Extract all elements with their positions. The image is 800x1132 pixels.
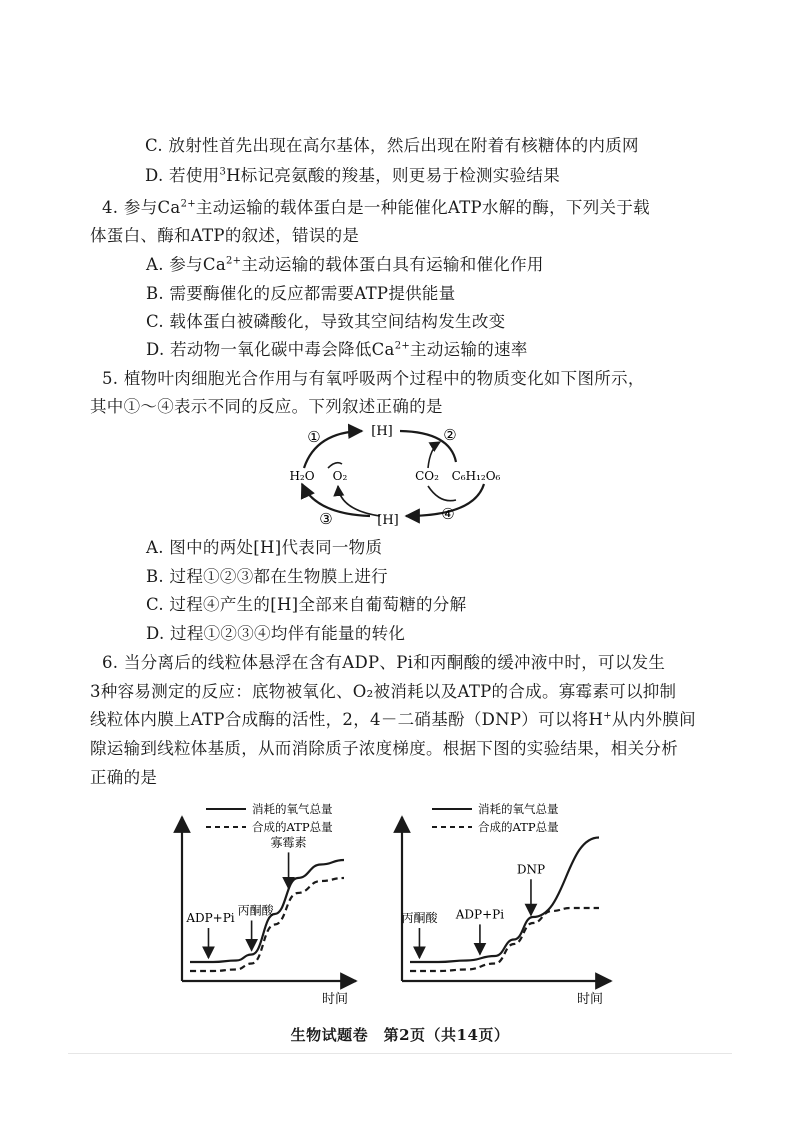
annotation-label: ADP+Pi bbox=[186, 911, 235, 925]
label-3: ③ bbox=[319, 510, 333, 528]
q5-stem-line2: 其中①～④表示不同的反应。下列叙述正确的是 bbox=[90, 397, 443, 416]
annotation-label: DNP bbox=[516, 862, 546, 877]
q4-option-b: B. 需要酶催化的反应都需要ATP提供能量 bbox=[146, 284, 456, 303]
annotation-label: 丙酮酸 bbox=[401, 911, 438, 925]
q5-option-a: A. 图中的两处[H]代表同一物质 bbox=[146, 538, 383, 557]
q3-option-c: C. 放射性首先出现在高尔基体，然后出现在附着有核糖体的内质网 bbox=[145, 136, 639, 155]
chart-right bbox=[390, 795, 620, 1015]
legend-label: 合成的ATP总量 bbox=[478, 820, 559, 834]
annotation-label: 丙酮酸 bbox=[237, 903, 274, 918]
series-line bbox=[410, 838, 599, 963]
q6-stem-line5: 正确的是 bbox=[90, 768, 158, 787]
q6-stem-line4: 隙运输到线粒体基质，从而消除质子浓度梯度。根据下图的实验结果，相关分析 bbox=[90, 739, 678, 758]
x-axis-label: 时间 bbox=[577, 992, 604, 1007]
label-1: ① bbox=[307, 428, 321, 446]
legend-label: 消耗的氧气总量 bbox=[478, 802, 559, 816]
q4-stem-line2: 体蛋白、酶和ATP的叙述，错误的是 bbox=[90, 226, 360, 245]
label-2: ② bbox=[443, 426, 457, 444]
arrow-3-from-o2 bbox=[338, 486, 380, 516]
arrow-4-from-co2 bbox=[428, 486, 456, 501]
q5-reaction-diagram bbox=[280, 418, 520, 536]
annotation-label: 寡霉素 bbox=[270, 835, 307, 850]
q6-stem-line1: 6. 当分离后的线粒体悬浮在含有ADP、Pi和丙酮酸的缓冲液中时，可以发生 bbox=[102, 653, 666, 672]
arrow-1-inner bbox=[328, 463, 342, 468]
h2o-label: H₂O bbox=[289, 469, 315, 483]
q3-option-d: D. 若使用$^3$H标记亮氨酸的羧基，则更易于检测实验结果 bbox=[145, 166, 560, 185]
q5-option-c: C. 过程④产生的[H]全部来自葡萄糖的分解 bbox=[146, 595, 467, 614]
footer-divider bbox=[68, 1053, 732, 1054]
q4-stem-line1: 4. 参与$Ca^{2+}$主动运输的载体蛋白是一种能催化ATP水解的酶，下列关于载 bbox=[102, 198, 650, 217]
q5-stem-line1: 5. 植物叶肉细胞光合作用与有氧呼吸两个过程中的物质变化如下图所示， bbox=[102, 369, 645, 388]
co2-label: CO₂ bbox=[415, 469, 439, 483]
page-footer: 生物试题卷 第2页（共14页） bbox=[290, 1026, 510, 1044]
q4-option-c: C. 载体蛋白被磷酸化，导致其空间结构发生改变 bbox=[146, 312, 506, 331]
chart-left bbox=[170, 795, 370, 1015]
o2-label: O₂ bbox=[332, 469, 348, 483]
q5-option-b: B. 过程①②③都在生物膜上进行 bbox=[146, 567, 388, 586]
h-bottom-label: [H] bbox=[377, 513, 399, 528]
x-axis-label: 时间 bbox=[322, 992, 349, 1007]
q4-option-a: A. 参与$Ca^{2+}$主动运输的载体蛋白具有运输和催化作用 bbox=[146, 255, 544, 274]
q6-stem-line2: 3种容易测定的反应：底物被氧化、O₂被消耗以及ATP的合成。寡霉素可以抑制 bbox=[90, 682, 677, 701]
label-4: ④ bbox=[441, 505, 455, 523]
q5-option-d: D. 过程①②③④均伴有能量的转化 bbox=[146, 624, 406, 643]
arrow-2-to-co2 bbox=[428, 442, 440, 468]
glucose-label: C₆H₁₂O₆ bbox=[451, 469, 501, 483]
legend-label: 消耗的氧气总量 bbox=[252, 802, 333, 816]
q4-option-d: D. 若动物一氧化碳中毒会降低$Ca^{2+}$主动运输的速率 bbox=[146, 340, 528, 359]
annotation-label: ADP+Pi bbox=[455, 907, 505, 922]
legend-label: 合成的ATP总量 bbox=[252, 820, 333, 834]
h-top-label: [H] bbox=[371, 424, 393, 439]
q6-stem-line3: 线粒体内膜上ATP合成酶的活性，2，4－二硝基酚（DNP）可以将H+从内外膜间 bbox=[90, 710, 696, 729]
